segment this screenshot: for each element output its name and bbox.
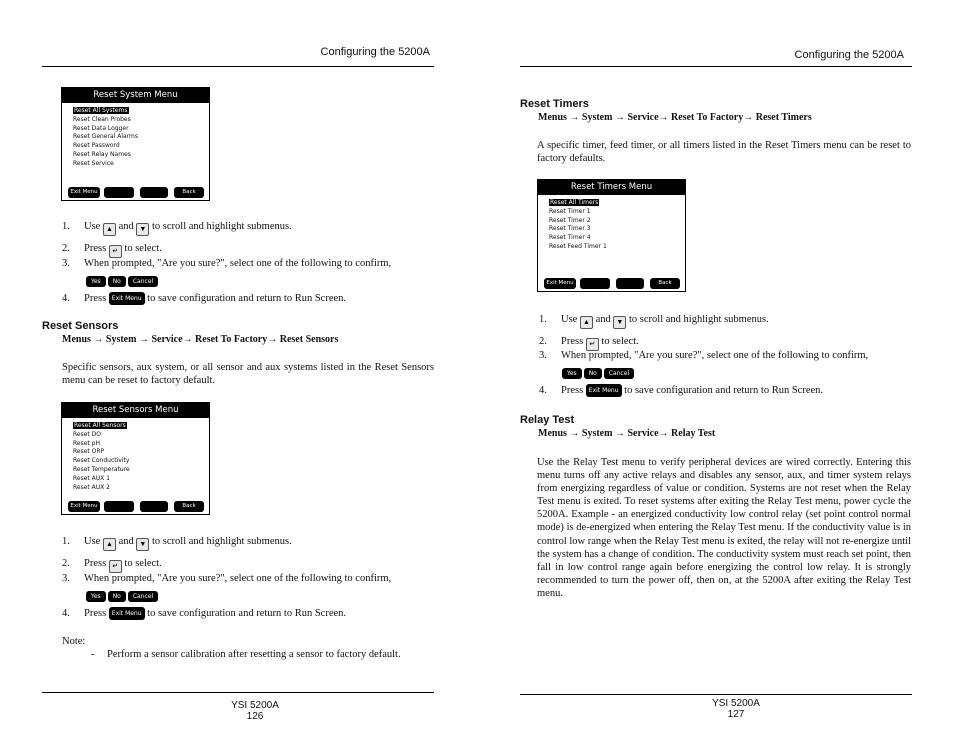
up-arrow-icon: ▲ [103,538,116,551]
back-softkey[interactable]: Back [650,278,680,289]
menu-item[interactable]: Reset Timer 3 [549,225,591,233]
menu-item[interactable]: Reset AUX 2 [73,483,110,491]
exit-menu-key: Exit Menu [586,384,622,397]
enter-key-icon: ↵ [109,560,122,573]
menu-item[interactable]: Reset Timer 2 [549,216,591,224]
down-arrow-icon: ▼ [613,316,626,329]
confirm-buttons [86,587,160,605]
screen-title: Reset System Menu [62,88,209,103]
page-number: 127 [727,709,745,720]
menu-item[interactable]: Reset ORP [73,448,105,456]
menu-path: Menus → System → Service→ Reset To Factory→ Reset Sensors [62,334,339,345]
section-paragraph: A specific timer, feed timer, or all timers listed in the Reset Timers menu can be reset to factory defaults. [537,140,911,165]
cancel-button[interactable]: Cancel [128,591,158,602]
blank-softkey[interactable] [140,501,168,512]
left-footer-rule [42,692,434,693]
yes-button[interactable]: Yes [562,368,582,379]
step-1: 1. Use ▲ and ▼ to scroll and highlight submenus. [539,314,769,329]
step-3: 3. When prompted, "Are you sure?", select one of the following to confirm, [539,350,869,361]
menu-item[interactable]: Reset All Systems [74,107,128,114]
left-page-header: Configuring the 5200A [320,46,430,58]
menu-item[interactable]: Reset AUX 1 [73,474,110,482]
menu-path: Menus → System → Service→ Reset To Factory→ Reset Timers [538,112,812,123]
blank-softkey[interactable] [616,278,644,289]
no-button[interactable]: No [584,368,602,379]
up-arrow-icon: ▲ [580,316,593,329]
yes-button[interactable]: Yes [86,591,106,602]
blank-softkey[interactable] [104,187,134,198]
section-heading: Reset Timers [520,98,589,110]
step-2: 2. Press ↵ to select. [62,558,162,573]
menu-item[interactable]: Reset Clean Probes [73,115,131,123]
step-3: 3. When prompted, "Are you sure?", select one of the following to confirm, [62,573,392,584]
note-label: Note: [62,636,86,647]
menu-item[interactable]: Reset Service [73,159,114,167]
step-4: 4. Press Exit Menu to save configuration and return to Run Screen. [62,292,347,304]
no-button[interactable]: No [108,591,126,602]
menu-item[interactable]: Reset All Timers [550,199,599,206]
right-footer-rule [520,694,912,695]
step-4: 4. Press Exit Menu to save configuration and return to Run Screen. [62,607,347,619]
blank-softkey[interactable] [580,278,610,289]
left-footer [205,700,305,722]
left-header-rule [42,66,434,67]
right-footer [686,698,786,720]
yes-button[interactable]: Yes [86,276,106,287]
reset-timers-menu-screen [537,179,686,292]
reset-system-menu-screen [61,87,210,201]
enter-key-icon: ↵ [586,338,599,351]
section-heading: Relay Test [520,414,575,426]
step-2: 2. Press ↵ to select. [62,243,162,258]
step-4: 4. Press Exit Menu to save configuration and return to Run Screen. [539,384,824,396]
confirm-buttons [86,272,160,290]
step-1: 1. Use ▲ and ▼ to scroll and highlight submenus. [62,221,292,236]
down-arrow-icon: ▼ [136,223,149,236]
no-button[interactable]: No [108,276,126,287]
product-name: YSI 5200A [231,700,279,711]
screen-title: Reset Sensors Menu [62,403,209,418]
product-name: YSI 5200A [712,698,760,709]
exit-menu-softkey[interactable]: Exit Menu [544,278,576,289]
menu-item[interactable]: Reset Temperature [73,465,130,473]
exit-menu-key: Exit Menu [109,607,145,620]
exit-menu-softkey[interactable]: Exit Menu [68,501,100,512]
back-softkey[interactable]: Back [174,501,204,512]
reset-sensors-menu-screen [61,402,210,515]
blank-softkey[interactable] [140,187,168,198]
menu-item[interactable]: Reset General Alarms [73,133,139,141]
menu-item[interactable]: Reset Timer 4 [549,234,591,242]
menu-item[interactable]: Reset Password [73,142,120,150]
note-dash: - [91,649,95,660]
menu-item[interactable]: Reset Timer 1 [549,207,591,215]
down-arrow-icon: ▼ [136,538,149,551]
back-softkey[interactable]: Back [174,187,204,198]
enter-key-icon: ↵ [109,245,122,258]
menu-item[interactable]: Reset Conductivity [73,457,130,465]
menu-item[interactable]: Reset Data Logger [73,124,129,132]
menu-path: Menus → System → Service→ Relay Test [538,428,716,439]
blank-softkey[interactable] [104,501,134,512]
section-heading: Reset Sensors [42,320,119,332]
cancel-button[interactable]: Cancel [604,368,634,379]
cancel-button[interactable]: Cancel [128,276,158,287]
exit-menu-key: Exit Menu [109,292,145,305]
note-text: Perform a sensor calibration after resetting a sensor to factory default. [107,649,401,660]
menu-item[interactable]: Reset Feed Timer 1 [549,242,607,250]
menu-item[interactable]: Reset DO [73,430,102,438]
up-arrow-icon: ▲ [103,223,116,236]
menu-item[interactable]: Reset pH [73,439,100,447]
confirm-buttons [562,364,636,382]
page-number: 126 [246,711,264,722]
step-1: 1. Use ▲ and ▼ to scroll and highlight submenus. [62,536,292,551]
screen-title: Reset Timers Menu [538,180,685,195]
right-header-rule [520,66,912,67]
exit-menu-softkey[interactable]: Exit Menu [68,187,100,198]
menu-item[interactable]: Reset Relay Names [73,150,131,158]
step-3: 3. When prompted, "Are you sure?", select one of the following to confirm, [62,258,392,269]
menu-item[interactable]: Reset All Sensors [74,422,126,429]
right-page-header: Configuring the 5200A [794,49,904,61]
step-2: 2. Press ↵ to select. [539,336,639,351]
section-paragraph: Use the Relay Test menu to verify peripheral devices are wired correctly. Entering this menu turns off any active relays and disables any sensor, aux, and timer system relays from energizing regardless of value or condition. Systems are not reset when the Relay Test menu is exited. To reset systems after exiting the Relay Test menu, power cycle the 5200A. Example - an energized conductivity low control relay (set point control normal mode) is de-energized when entering the Relay Test menu. If the conductivity value is in control low range when the Relay Test menu is exited, the relay will not re-energize until the system has a change of condition. The conductivity system must reach set point, then fall in low control range again before energizing the control low relay. It is strongly recommended to turn the power off, then on, at the 5200A after exiting the Relay Test menu. [537,457,911,599]
section-paragraph: Specific sensors, aux system, or all sensor and aux systems listed in the Reset Sensors menu can be reset to factory default. [62,362,434,387]
